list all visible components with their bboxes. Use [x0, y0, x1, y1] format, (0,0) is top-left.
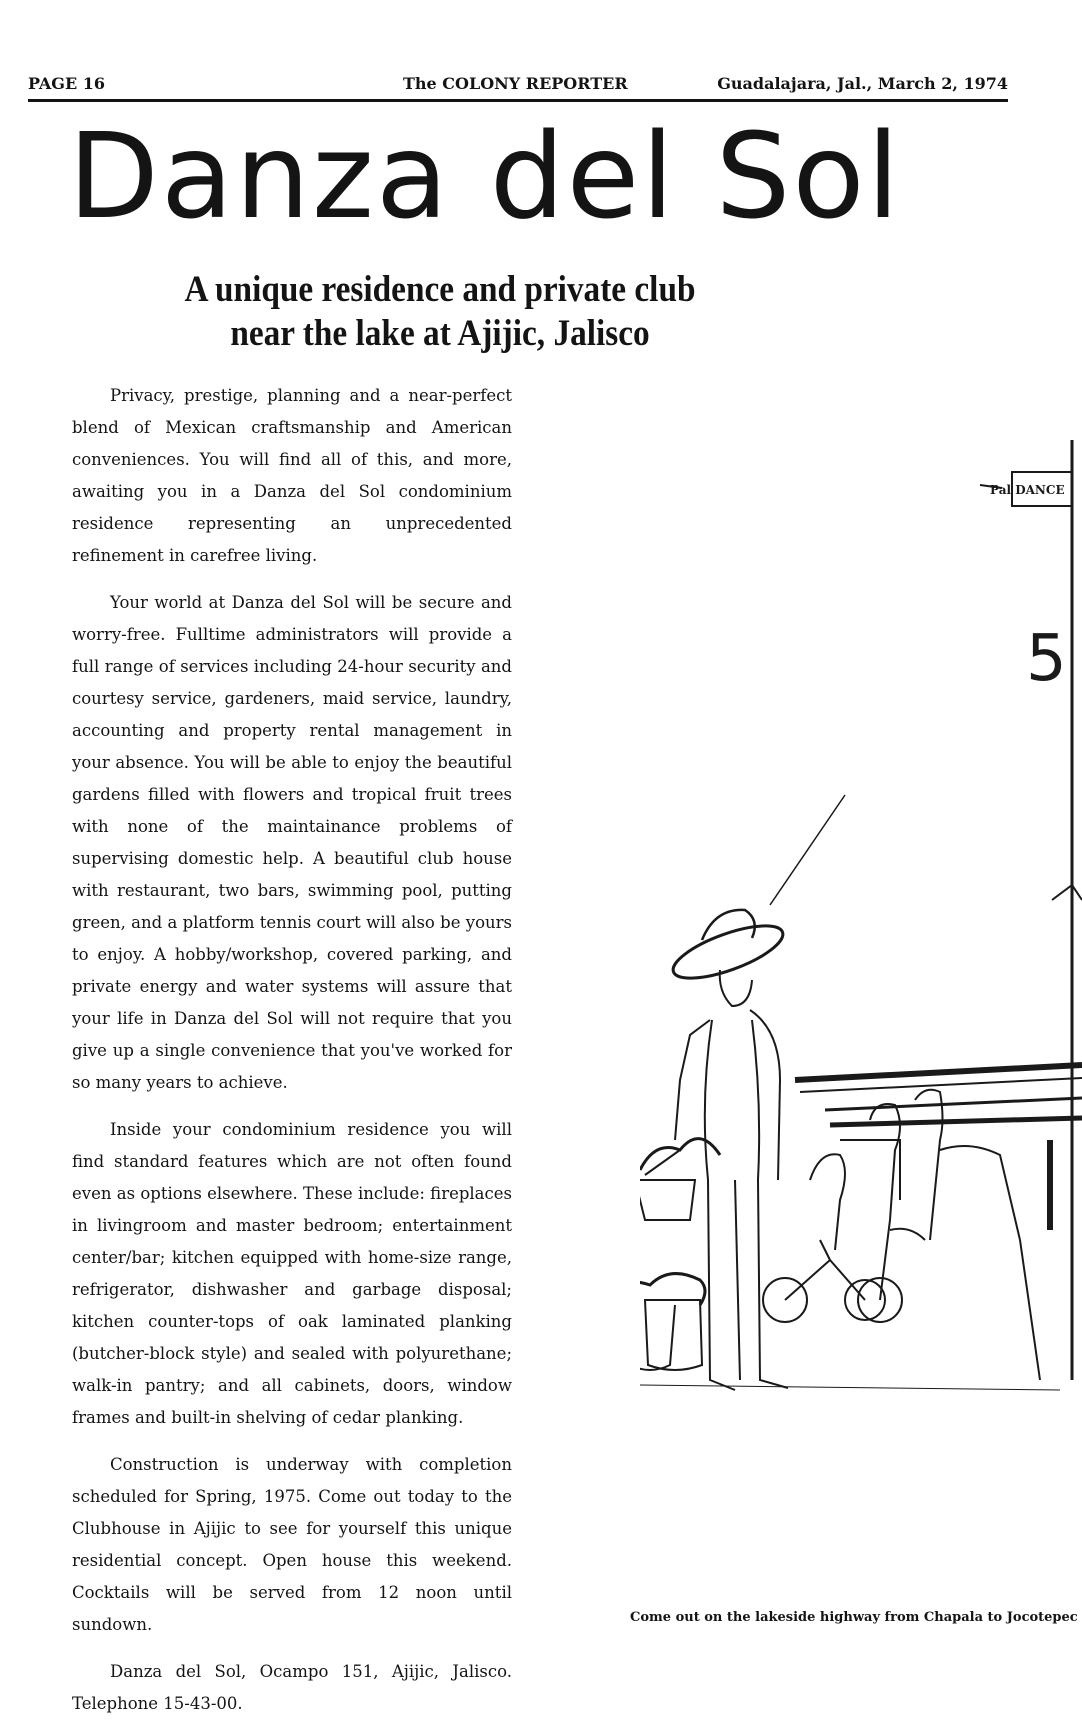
paragraph: Danza del Sol, Ocampo 151, Ajijic, Jalisco. Telephone 15-43-00.: [72, 1662, 512, 1713]
headline: Danza del Sol: [68, 107, 902, 245]
bicycle-riders: [763, 1090, 1040, 1380]
subheadline: [179, 268, 701, 356]
masthead: [28, 74, 1008, 96]
dateline: Guadalajara, Jal., March 2, 1974: [717, 74, 1008, 93]
sign-number: 5: [1026, 622, 1067, 696]
pole: [770, 795, 845, 905]
page-number: PAGE 16: [28, 74, 105, 93]
subheadline-line-1: A unique residence and private club: [184, 269, 696, 310]
paragraph: Construction is underway with completion scheduled for Spring, 1975. Come out today to the Clubhouse in Ajijic to see for yourself this unique residential concept. Open house this weekend. Cocktails will be served from 12 noon until sundown.: [72, 1455, 512, 1634]
paragraph: Your world at Danza del Sol will be secure and worry-free. Fulltime administrators will provide a full range of services including 24-hour security and courtesy service, gardeners, maid service, laundry, accounting and property rental management in your absence. You will be able to enjoy the beautiful gardens filled with flowers and tropical fruit trees with none of the maintainance problems of supervising domestic help. A beautiful club house with restaurant, two bars, swimming pool, putting green, and a platform tennis court will also be yours to enjoy. A hobby/workshop, covered parking, and private energy and water systems will assure that your life in Danza del Sol will not require that you give up a single convenience that you've worked for so many years to achieve.: [72, 593, 512, 1092]
sign-label: Pal DANCE: [990, 483, 1065, 497]
line-drawing-illustration: [640, 380, 1082, 1440]
paragraph: Privacy, prestige, planning and a near-perfect blend of Mexican craftsmanship and American conveniences. You will find all of this, and more, awaiting you in a Danza del Sol condominium residence representing an unprecedented refinement in carefree living.: [72, 386, 512, 565]
subheadline-line-2: near the lake at Ajijic, Jalisco: [230, 313, 650, 354]
article-body: [72, 380, 512, 1735]
potted-plants: [640, 1274, 705, 1370]
masthead-rule: [28, 99, 1008, 102]
paragraph: Inside your condominium residence you will find standard features which are not often found even as options elsewhere. These include: fireplaces in livingroom and master bedroom; entertainment center/bar; kitchen equipped with home-size range, refrigerator, dishwasher and garbage disposal; kitchen counter-tops of oak laminated planking (butcher-block style) and sealed with polyurethane; walk-in pantry; and all cabinets, doors, window frames and built-in shelving of cedar planking.: [72, 1120, 512, 1427]
man-with-sombrero: [667, 910, 788, 1390]
illustration-caption: Come out on the lakeside highway from Chapala to Jocotepec: [630, 1610, 1078, 1625]
club-sign: [980, 440, 1082, 1380]
newspaper-name: The COLONY REPORTER: [403, 74, 628, 93]
